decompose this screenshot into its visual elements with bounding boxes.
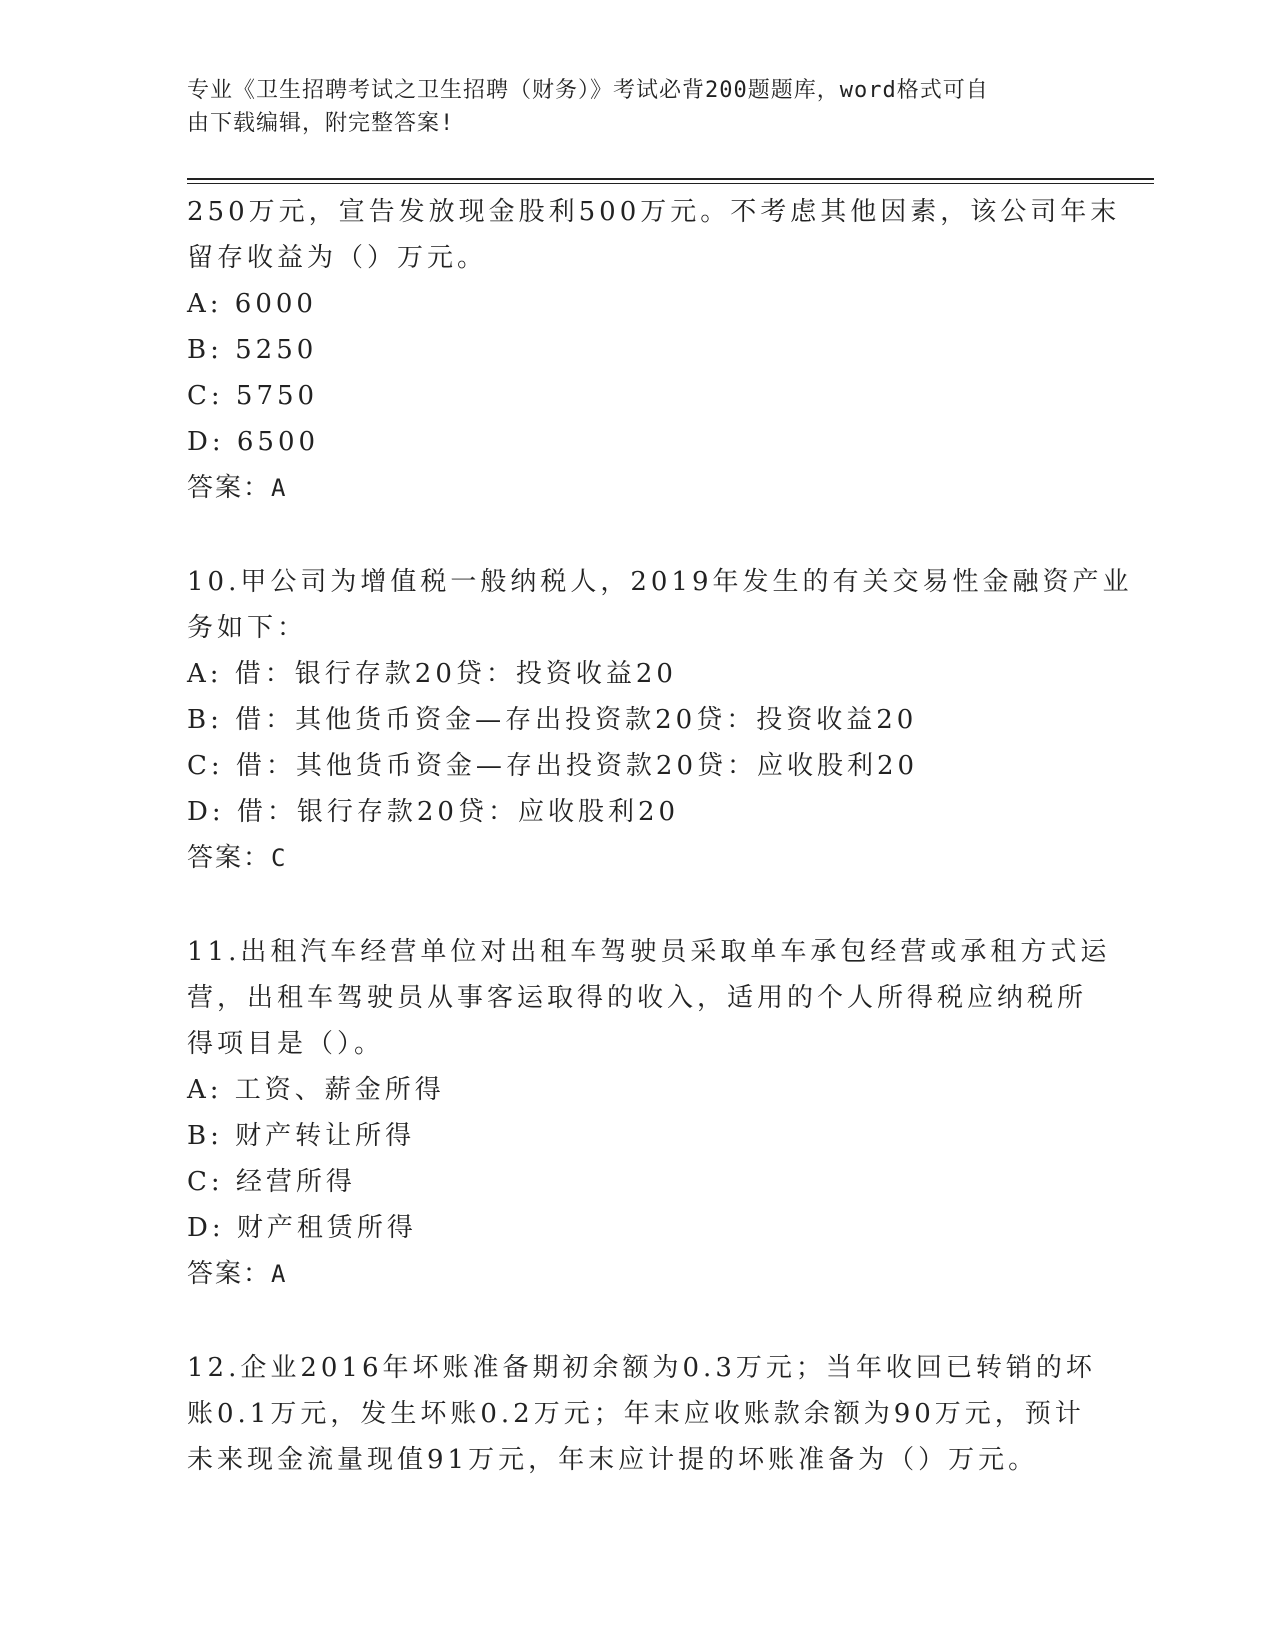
question-stem: 得项目是（）。 xyxy=(187,1029,385,1059)
option-b: B: 5250 xyxy=(187,335,318,365)
option-a: A: 借：银行存款20贷：投资收益20 xyxy=(187,659,677,689)
option-c: C: 经营所得 xyxy=(187,1167,356,1197)
question-stem: 250万元，宣告发放现金股利500万元。不考虑其他因素，该公司年末 xyxy=(187,197,1121,227)
option-c: C: 借：其他货币资金—存出投资款20贷：应收股利20 xyxy=(187,751,919,781)
answer-value: A xyxy=(271,474,288,502)
header-divider-thick xyxy=(187,178,1154,180)
answer-label: 答案： xyxy=(187,843,272,873)
answer-value: A xyxy=(271,1260,288,1288)
answer-line xyxy=(187,835,1087,881)
question-stem: 营，出租车驾驶员从事客运取得的收入，适用的个人所得税应纳税所 xyxy=(187,983,1088,1013)
question-stem: 10.甲公司为增值税一般纳税人，2019年发生的有关交易性金融资产业 xyxy=(187,567,1133,597)
question-stem: 未来现金流量现值91万元，年末应计提的坏账准备为（）万元。 xyxy=(187,1445,1039,1475)
question-stem: 12.企业2016年坏账准备期初余额为0.3万元；当年收回已转销的坏 xyxy=(187,1353,1096,1383)
document-body xyxy=(187,189,1133,1483)
option-b: B: 借：其他货币资金—存出投资款20贷：投资收益20 xyxy=(187,705,918,735)
header-line-1: 专业《卫生招聘考试之卫生招聘（财务）》考试必背200题题库，word格式可自 xyxy=(187,78,989,103)
question-stem: 11.出租汽车经营单位对出租车驾驶员采取单车承包经营或承租方式运 xyxy=(187,937,1111,967)
question-stem: 务如下： xyxy=(187,613,308,643)
question-12 xyxy=(187,1345,1096,1483)
option-b: B: 财产转让所得 xyxy=(187,1121,416,1151)
question-stem: 账0.1万元，发生坏账0.2万元；年末应收账款余额为90万元，预计 xyxy=(187,1399,1085,1429)
question-9 xyxy=(187,189,1121,511)
answer-line xyxy=(187,1251,1087,1297)
document-header xyxy=(187,74,1087,140)
option-d: D: 财产租赁所得 xyxy=(187,1213,417,1243)
question-11 xyxy=(187,929,1111,1297)
answer-label: 答案： xyxy=(187,473,272,503)
option-d: D: 6500 xyxy=(187,427,320,457)
header-divider-thin xyxy=(187,183,1154,184)
header-line-2: 由下载编辑，附完整答案! xyxy=(187,111,455,136)
option-a: A: 工资、薪金所得 xyxy=(187,1075,445,1105)
question-10 xyxy=(187,559,1133,881)
answer-label: 答案： xyxy=(187,1259,272,1289)
option-d: D: 借：银行存款20贷：应收股利20 xyxy=(187,797,680,827)
answer-line xyxy=(187,465,1087,511)
question-stem: 留存收益为（）万元。 xyxy=(187,243,488,273)
answer-value: C xyxy=(271,844,288,872)
option-a: A: 6000 xyxy=(187,289,317,319)
option-c: C: 5750 xyxy=(187,381,319,411)
